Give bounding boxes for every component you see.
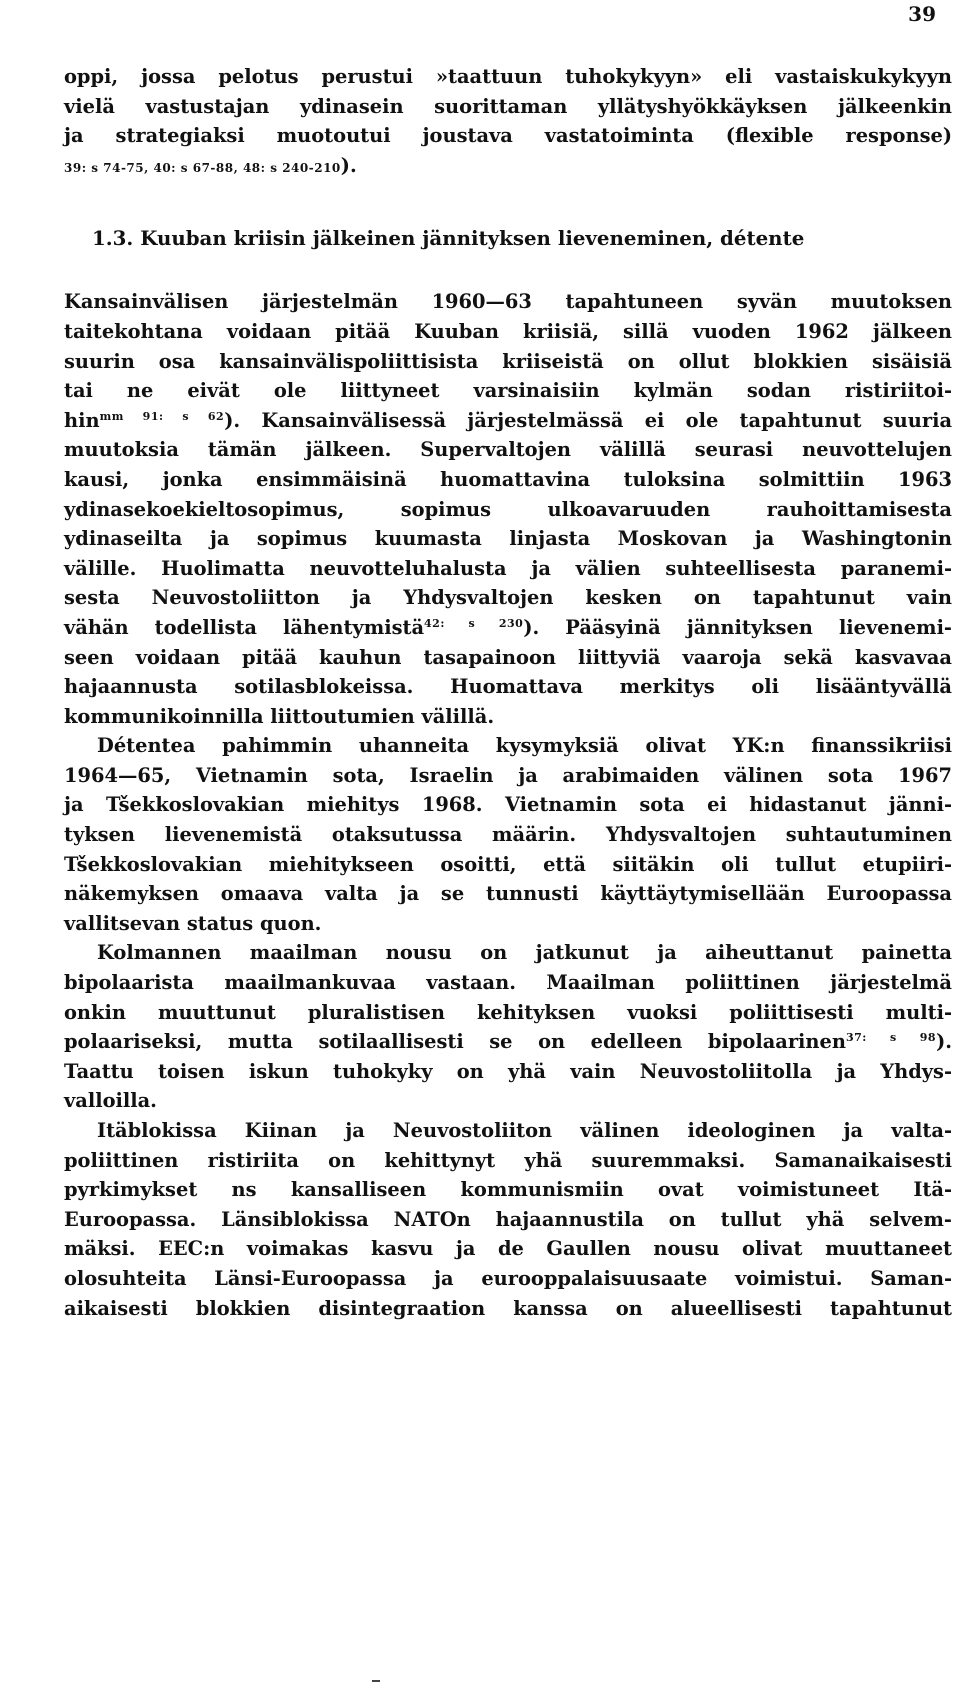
text-line: vallitsevan status quon. (64, 911, 322, 935)
text-line: seen voidaan pitää kauhun tasapainoon liittyviä vaaroja sekä kasvavaa (64, 645, 952, 669)
page-body (64, 62, 952, 1323)
text-line: Itäblokissa Kiinan ja Neuvostoliiton välinen ideologinen ja valta- (97, 1119, 952, 1142)
text-line: mäksi. EEC:n voimakas kasvu ja de Gaullen nousu olivat muuttaneet (64, 1237, 952, 1261)
text-line: valloilla. (64, 1089, 157, 1113)
citation-reference: 37: s 98 (845, 1031, 937, 1045)
text-line: poliittinen ristiriita on kehittynyt yhä suuremmaksi. Samanaikaisesti (64, 1148, 952, 1172)
text-fragment: ). Pääsyinä jännityksen lievenemi- (523, 615, 952, 639)
text-fragment: ). (936, 1030, 953, 1054)
text-fragment: vähän todellista lähentymistä (64, 615, 425, 639)
text-line: sesta Neuvostoliitton ja Yhdysvaltojen kesken on tapahtunut vain (64, 586, 952, 610)
text-line: pyrkimykset ns kansalliseen kommunismiin ovat voimistuneet Itä- (64, 1178, 952, 1202)
text-line: suurin osa kansainvälispoliittisista kriiseistä on ollut blokkien sisäisiä (64, 349, 952, 373)
text-fragment: hin (64, 408, 100, 432)
text-line: ydinaseilta ja sopimus kuumasta linjasta Moskovan ja Washingtonin (64, 527, 952, 551)
text-line: aikaisesti blokkien disintegraation kanssa on alueellisesti tapahtunut (64, 1296, 952, 1320)
text-fragment: ). Kansainvälisessä järjestelmässä ei ole tapahtunut suuria (224, 408, 953, 432)
text-line: Tšekkoslovakian miehitykseen osoitti, että siitäkin oli tullut etupiiri- (64, 852, 952, 876)
text-line: vielä vastustajan ydinasein suorittaman yllätyshyökkäyksen jälkeenkin (64, 94, 952, 118)
citation-reference: 39: s 74-75, 40: s 67-88, 48: s 240-210 (64, 160, 341, 175)
text-line (64, 151, 952, 181)
text-line: muutoksia tämän jälkeen. Supervaltojen välillä seurasi neuvottelujen (64, 438, 952, 462)
text-line (64, 613, 952, 643)
page-number: 39 (908, 2, 936, 26)
text-line: oppi, jossa pelotus perustui »taattuun tuhokykyyn» eli vastaiskukykyyn (64, 65, 952, 88)
text-line: ja Tšekkoslovakian miehitys 1968. Vietnamin sota ei hidastanut jänni- (64, 793, 952, 817)
text-line: bipolaarista maailmankuvaa vastaan. Maailman poliittinen järjestelmä (64, 971, 952, 995)
text-line: Détentea pahimmin uhanneita kysymyksiä olivat YK:n finanssikriisi (97, 734, 952, 758)
text-line: kausi, jonka ensimmäisinä huomattavina tuloksina solmittiin 1963 (64, 467, 952, 491)
text-fragment: ). (340, 153, 357, 177)
text-fragment: polaariseksi, mutta sotilaallisesti se on edelleen bipolaarinen (64, 1030, 846, 1054)
text-line: onkin muuttunut pluralistisen kehityksen vuoksi poliittisesti multi- (64, 1000, 952, 1024)
text-line: tai ne eivät ole liittyneet varsinaisiin kylmän sodan ristiriitoi- (64, 379, 952, 403)
text-line: välille. Huolimatta neuvotteluhalusta ja välien suhteellisesta paranemi- (64, 556, 952, 580)
text-line: ydinasekoekieltosopimus, sopimus ulkoavaruuden rauhoittamisesta (64, 497, 952, 521)
text-line: ja strategiaksi muotoutui joustava vastatoiminta (flexible response) (64, 124, 952, 148)
text-line: 1964—65, Vietnamin sota, Israelin ja arabimaiden välinen sota 1967 (64, 763, 952, 787)
citation-reference: 42: s 230 (424, 616, 524, 630)
text-line: taitekohtana voidaan pitää Kuuban kriisiä, sillä vuoden 1962 jälkeen (64, 319, 952, 343)
section-heading: 1.3. Kuuban kriisin jälkeinen jännityksen lieveneminen, détente (92, 226, 805, 251)
text-line: hajaannusta sotilasblokeissa. Huomattava merkitys oli lisääntyvällä (64, 675, 952, 699)
text-line: olosuhteita Länsi-Euroopassa ja eurooppalaisuusaate voimistui. Saman- (64, 1266, 952, 1290)
text-line: kommunikoinnilla liittoutumien välillä. (64, 704, 495, 728)
scan-speck (372, 1680, 380, 1682)
text-line: tyksen lievenemistä otaksutussa määrin. Yhdysvaltojen suhtautuminen (64, 823, 952, 847)
text-line (64, 406, 952, 436)
text-line: Kolmannen maailman nousu on jatkunut ja aiheuttanut painetta (97, 941, 952, 965)
citation-reference: mm 91: s 62 (99, 409, 225, 423)
text-line (64, 1027, 952, 1057)
text-line: Kansainvälisen järjestelmän 1960—63 tapahtuneen syvän muutoksen (64, 290, 952, 314)
text-line: Euroopassa. Länsiblokissa NATOn hajaannustila on tullut yhä selvem- (64, 1207, 952, 1231)
text-line: Taattu toisen iskun tuhokyky on yhä vain Neuvostoliitolla ja Yhdys- (64, 1059, 952, 1083)
text-line: näkemyksen omaava valta ja se tunnusti käyttäytymisellään Euroopassa (64, 882, 952, 906)
